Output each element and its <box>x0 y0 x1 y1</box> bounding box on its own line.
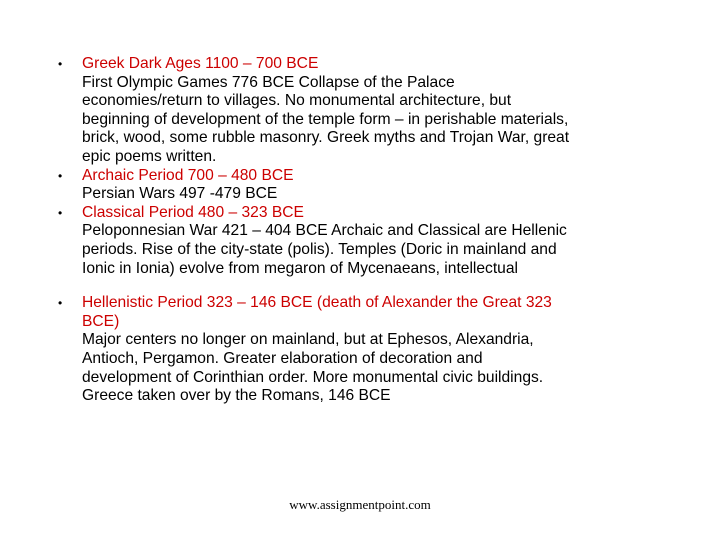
text-line: Ionic in Ionia) evolve from megaron of Mycenaeans, intellectual <box>82 259 518 277</box>
text-line: Major centers no longer on mainland, but at Ephesos, Alexandria, <box>82 331 534 349</box>
list-item-archaic <box>58 167 658 204</box>
text-line: brick, wood, some rubble masonry. Greek myths and Trojan War, great <box>82 129 570 147</box>
text-line: beginning of development of the temple form – in perishable materials, <box>82 110 569 128</box>
text-line: Greece taken over by the Romans, 146 BCE <box>82 387 391 405</box>
bullet-dot-icon: • <box>58 57 63 71</box>
bullet-list <box>58 55 658 406</box>
text-line: economies/return to villages. No monumental architecture, but <box>82 92 512 110</box>
list-item-classical <box>58 204 658 278</box>
text-line: Antioch, Pergamon. Greater elaboration of decoration and <box>82 349 483 367</box>
text-line: development of Corinthian order. More monumental civic buildings. <box>82 368 544 386</box>
bullet-dot-icon: • <box>58 205 63 220</box>
text-line: Peloponnesian War 421 – 404 BCE Archaic and Classical are Hellenic <box>82 222 567 240</box>
heading-dark-ages: Greek Dark Ages 1100 – 700 BCE <box>82 55 319 72</box>
bullet-dot-icon: • <box>58 296 63 311</box>
footer-url: www.assignmentpoint.com <box>289 497 431 512</box>
text-line: periods. Rise of the city-state (polis). Temples (Doric in mainland and <box>82 240 557 258</box>
text-line: epic poems written. <box>82 147 217 165</box>
heading-classical: Classical Period 480 – 323 BCE <box>82 203 304 221</box>
list-item-dark-ages <box>58 55 658 167</box>
spacer <box>58 278 658 294</box>
heading-archaic: Archaic Period 700 – 480 BCE <box>82 166 294 184</box>
heading-hellenistic: Hellenistic Period 323 – 146 BCE (death of Alexander the Great 323 <box>82 294 552 312</box>
text-line: Persian Wars 497 -479 BCE <box>82 185 278 203</box>
bullet-dot-icon: • <box>58 168 63 183</box>
list-item-hellenistic <box>58 294 658 406</box>
heading-hellenistic-cont: BCE) <box>82 312 120 330</box>
text-line: First Olympic Games 776 BCE Collapse of the Palace <box>82 73 455 91</box>
